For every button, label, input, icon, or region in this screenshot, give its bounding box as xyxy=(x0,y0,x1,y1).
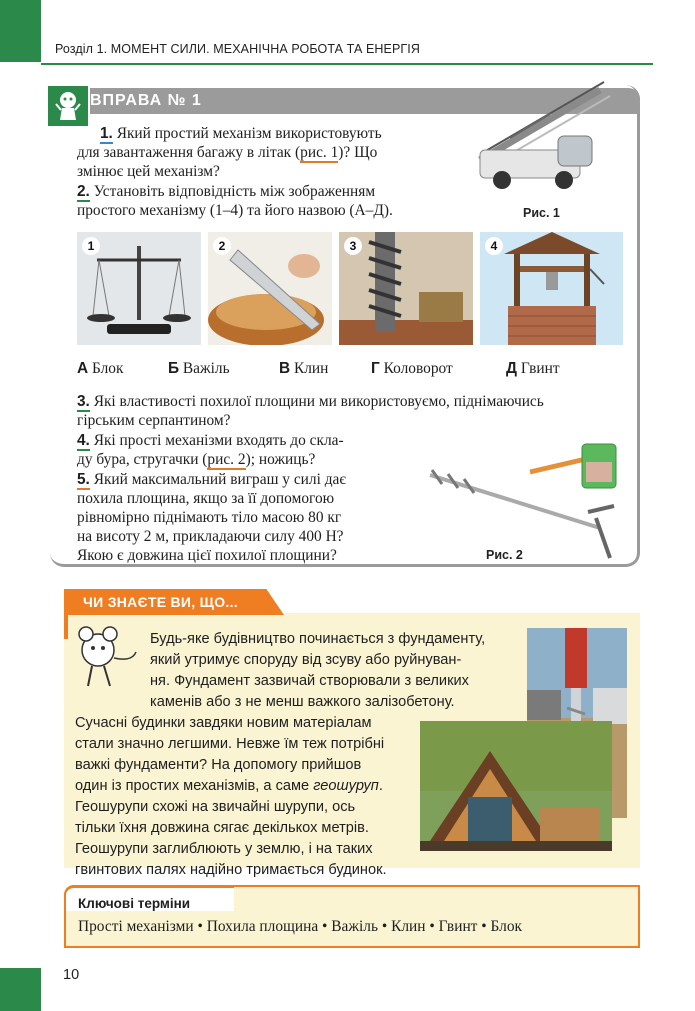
question-1-number: 1. xyxy=(100,125,113,142)
question-3-line-2: гірським серпантином? xyxy=(77,412,231,429)
question-1-line-1: 1. Який простий механізм використовують xyxy=(100,125,382,142)
page-edge-tab-bottom xyxy=(0,968,41,1011)
did-you-know-line-11: Геошурупи заглиблюють у землю, і на таких xyxy=(75,841,373,857)
did-you-know-line-5: Сучасні будинки завдяки новим матеріалам xyxy=(75,715,372,731)
key-term: Клин xyxy=(391,918,426,935)
answer-v: В Клин xyxy=(279,360,329,377)
question-3-number: 3. xyxy=(77,393,90,410)
figure-2-caption: Рис. 2 xyxy=(486,548,523,562)
answer-d: Д Гвинт xyxy=(506,360,560,377)
question-4-line-1: 4. Які прості механізми входять до скла- xyxy=(77,432,344,449)
key-term: Блок xyxy=(490,918,522,935)
answer-b: Б Важіль xyxy=(168,360,230,377)
exercise-title: ВПРАВА № 1 xyxy=(90,92,202,109)
question-5-line-3: рівномірно піднімають тіло масою 80 кг xyxy=(77,509,342,526)
question-5-line-1: 5. Який максимальний виграш у силі дає xyxy=(77,471,346,488)
did-you-know-line-6: стали значно легшими. Невже їм теж потрібні xyxy=(75,736,385,752)
photo-3-badge: 3 xyxy=(344,237,362,255)
key-term: Важіль xyxy=(331,918,379,935)
did-you-know-line-4: каменів або з не менш важкого залізобетону. xyxy=(150,694,455,710)
key-terms-title: Ключові терміни xyxy=(78,896,191,911)
section-header: Розділ 1. МОМЕНТ СИЛИ. МЕХАНІЧНА РОБОТА ТА ЕНЕРГІЯ xyxy=(55,42,420,56)
question-1-line-3: змінює цей механізм? xyxy=(77,163,220,180)
key-term: Похила площина xyxy=(206,918,319,935)
photo-4-wishing-well xyxy=(480,232,623,345)
header-divider xyxy=(41,63,653,65)
did-you-know-title: ЧИ ЗНАЄТЕ ВИ, ЩО... xyxy=(83,594,238,610)
figure-1-reference: рис. 1 xyxy=(300,144,339,161)
mouse-mascot-icon xyxy=(70,622,142,692)
photo-4-badge: 4 xyxy=(485,237,503,255)
mascot-icon xyxy=(46,84,90,128)
did-you-know-line-2: який утримує споруду від зсуву або руйнуван- xyxy=(150,652,462,668)
figure-1-baggage-loader-image xyxy=(470,80,620,198)
key-term: Гвинт xyxy=(438,918,478,935)
answer-a: А Блок xyxy=(77,360,124,377)
figure-2-drill-sharpener-image xyxy=(420,440,620,565)
did-you-know-line-10: тільки їхня довжина сягає декількох метрів. xyxy=(75,820,369,836)
key-terms-list: Прості механізми • Похила площина • Важіль • Клин • Гвинт • Блок xyxy=(78,918,522,935)
key-term: Прості механізми xyxy=(78,918,194,935)
question-5-number: 5. xyxy=(77,471,90,488)
page-edge-tab-top xyxy=(0,0,41,62)
question-5-line-2: похила площина, якщо за її допомогою xyxy=(77,490,335,507)
did-you-know-line-9: Геошурупи схожі на звичайні шурупи, ось xyxy=(75,799,356,815)
question-4-number: 4. xyxy=(77,432,90,449)
question-1-line-2: для завантаження багажу в літак (рис. 1)? Що xyxy=(77,144,378,161)
photo-2-badge: 2 xyxy=(213,237,231,255)
geoscrew-term: геошуруп xyxy=(313,778,379,794)
did-you-know-line-12: гвинтових палях надійно тримається будинок. xyxy=(75,862,387,878)
figure-2-reference: рис. 2 xyxy=(207,451,246,468)
question-3-line-1: 3. Які властивості похилої площини ми використовуємо, піднімаючись xyxy=(77,393,544,410)
did-you-know-line-1: Будь-яке будівництво починається з фундаменту, xyxy=(150,631,486,647)
photo-1-badge: 1 xyxy=(82,237,100,255)
question-5-line-5: Якою є довжина цієї похилої площини? xyxy=(77,547,337,564)
page-number: 10 xyxy=(63,967,80,983)
photo-1-balance-scale xyxy=(77,232,201,345)
answer-h: Г Коловорот xyxy=(371,360,453,377)
photo-house-on-geoscrews xyxy=(420,721,612,851)
question-4-line-2: ду бура, стругачки (рис. 2); ножиць? xyxy=(77,451,316,468)
photo-2-knife-bread xyxy=(208,232,332,345)
question-2-line-1: 2. Установіть відповідність між зображенням xyxy=(77,183,376,200)
did-you-know-line-3: ня. Фундамент зазвичай створювали з великих xyxy=(150,673,469,689)
photo-3-auger-drill xyxy=(339,232,473,345)
question-5-line-4: на висоту 2 м, прикладаючи силу 400 Н? xyxy=(77,528,344,545)
question-2-line-2: простого механізму (1–4) та його назвою (А–Д). xyxy=(77,202,393,219)
did-you-know-accent xyxy=(64,589,68,639)
did-you-know-line-7: важкі фундаменти? На допомогу прийшов xyxy=(75,757,362,773)
question-2-number: 2. xyxy=(77,183,90,200)
figure-1-caption: Рис. 1 xyxy=(523,206,560,220)
did-you-know-line-8: один із простих механізмів, а саме геошуруп. xyxy=(75,778,383,794)
